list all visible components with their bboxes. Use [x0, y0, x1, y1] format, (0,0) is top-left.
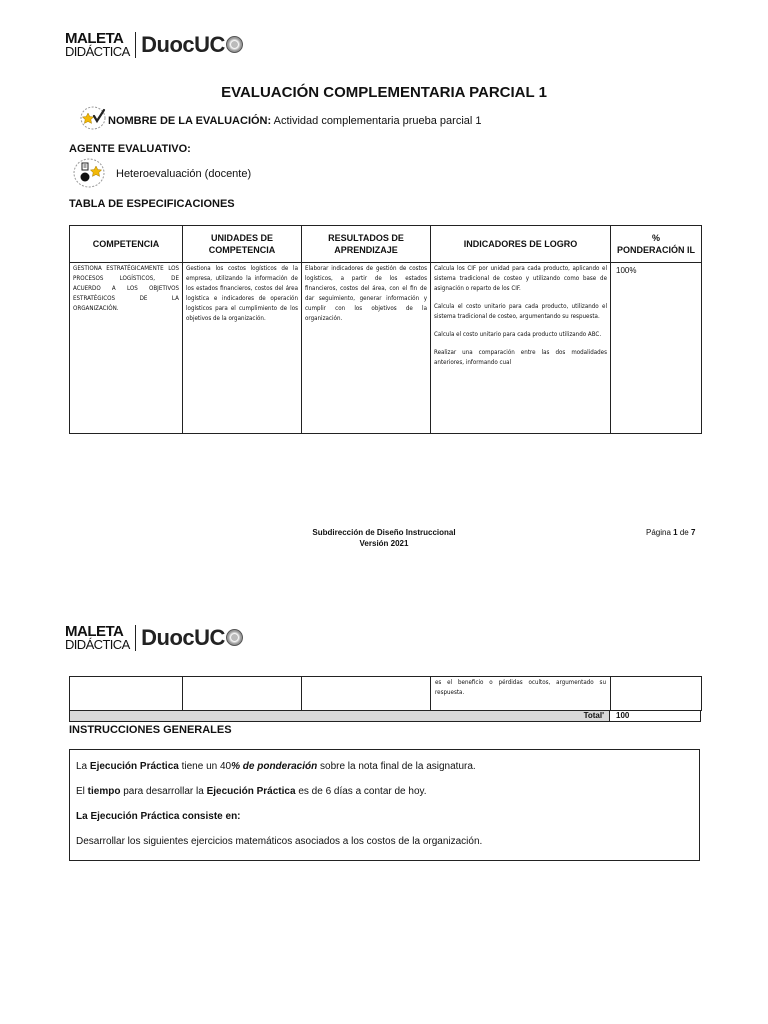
maleta-didactica-mark — [65, 32, 130, 57]
total-value: 100 — [616, 711, 630, 720]
header-ponderacion-label: PONDERACIÓN IL — [616, 245, 695, 255]
table-header-row — [70, 226, 702, 263]
indicador-2: Calcula el costo unitario para cada producto, utilizando el sistema tradicional de costeo, argumentando su respuesta. — [434, 303, 607, 321]
instructions-title: INSTRUCCIONES GENERALES — [69, 724, 232, 736]
footer-line2: Versión 2021 — [359, 538, 409, 548]
logo-line1: MALETA — [65, 30, 124, 48]
evaluation-name-value: Actividad complementaria prueba parcial 1 — [273, 115, 482, 127]
cell-resultados: Elaborar indicadores de gestión de costos logísticos, a partir de los estados financieros, costos del área, con el fin de dar seguimiento, generar información y cumplir con los objetivos de la organización. — [302, 263, 431, 434]
specification-table — [69, 225, 702, 434]
total-row — [69, 710, 701, 722]
header-ponderacion-symbol: % — [651, 232, 660, 243]
footer-line1: Subdirección de Diseño Instruccional — [312, 528, 456, 537]
specification-table-continued — [69, 676, 702, 711]
agente-label: AGENTE EVALUATIVO: — [69, 143, 191, 155]
instruction-ponderacion: La Ejecución Práctica tiene un 40% de ponderación sobre la nota final de la asignatura. — [76, 761, 476, 772]
cell-indicadores-continued: es el beneficio o pérdidas ocultos, argumentado su respuesta. — [431, 677, 611, 711]
page-total: 7 — [690, 528, 696, 537]
header-resultados: RESULTADOS DE APRENDIZAJE — [302, 226, 431, 263]
header-ponderacion — [611, 226, 702, 263]
logo-maleta-duoc-page2 — [65, 623, 243, 653]
page-current: 1 — [673, 528, 678, 537]
cell-empty — [183, 677, 302, 711]
maleta-didactica-mark — [65, 625, 130, 650]
instruction-consiste: La Ejecución Práctica consiste en: — [76, 811, 241, 822]
teacher-star-icon — [72, 157, 108, 189]
evaluation-name-line — [108, 115, 482, 127]
logo-divider — [135, 625, 137, 651]
indicador-3: Calcula el costo unitario para cada producto utilizando ABC. — [434, 331, 602, 339]
cell-empty — [611, 677, 702, 711]
table-row — [70, 263, 702, 434]
logo-divider — [135, 32, 137, 58]
instruction-desarrollar: Desarrollar los siguientes ejercicios matemáticos asociados a los costos de la organización. — [76, 836, 483, 847]
duoc-seal-icon — [226, 629, 243, 646]
agente-value: Heteroevaluación (docente) — [116, 168, 252, 180]
cell-empty — [70, 677, 183, 711]
header-indicadores: INDICADORES DE LOGRO — [431, 226, 611, 263]
page-word: Página — [646, 528, 671, 537]
logo-line1: MALETA — [65, 623, 124, 641]
instruction-tiempo: El tiempo para desarrollar la Ejecución Práctica es de 6 días a contar de hoy. — [76, 786, 427, 797]
total-label: Total' — [583, 711, 604, 720]
logo-maleta-duoc — [65, 30, 243, 60]
cell-ponderacion: 100% — [611, 263, 702, 434]
page-title: EVALUACIÓN COMPLEMENTARIA PARCIAL 1 — [221, 84, 547, 101]
cell-competencia: GESTIONA ESTRATÉGICAMENTE LOS PROCESOS LOGÍSTICOS, DE ACUERDO A LOS OBJETIVOS ESTRATÉGICOS DE LA ORGANIZACIÓN. — [70, 263, 183, 434]
evaluation-name-label: NOMBRE DE LA EVALUACIÓN: — [108, 115, 272, 127]
indicador-4: Realizar una comparación entre las dos modalidades anteriores, informando cual — [434, 349, 607, 367]
header-competencia: COMPETENCIA — [70, 226, 183, 263]
duocuc-brand: DuocUC — [141, 32, 225, 57]
indicador-1: Calcula los CIF por unidad para cada producto, aplicando el sistema tradicional de costeo y utilizando como base de asignación o reparto de los CIF. — [434, 265, 607, 293]
star-check-icon — [79, 104, 109, 132]
duocuc-brand: DuocUC — [141, 625, 225, 650]
cell-indicadores — [431, 263, 611, 434]
page-number — [646, 528, 695, 537]
logo-line2: DIDÁCTICA — [65, 43, 130, 59]
tabla-label: TABLA DE ESPECIFICACIONES — [69, 198, 235, 210]
table-row — [70, 677, 702, 711]
logo-line2: DIDÁCTICA — [65, 636, 130, 652]
instructions-box — [69, 749, 700, 861]
page-of: de — [679, 528, 689, 537]
cell-unidades: Gestiona los costos logísticos de la empresa, utilizando la información de los estados financieros, costos del área logística e indicadores de operación logísticos para el cumplimiento de los objetivos de la organización. — [183, 263, 302, 434]
duoc-seal-icon — [226, 36, 243, 53]
cell-empty — [302, 677, 431, 711]
header-unidades: UNIDADES DE COMPETENCIA — [183, 226, 302, 263]
